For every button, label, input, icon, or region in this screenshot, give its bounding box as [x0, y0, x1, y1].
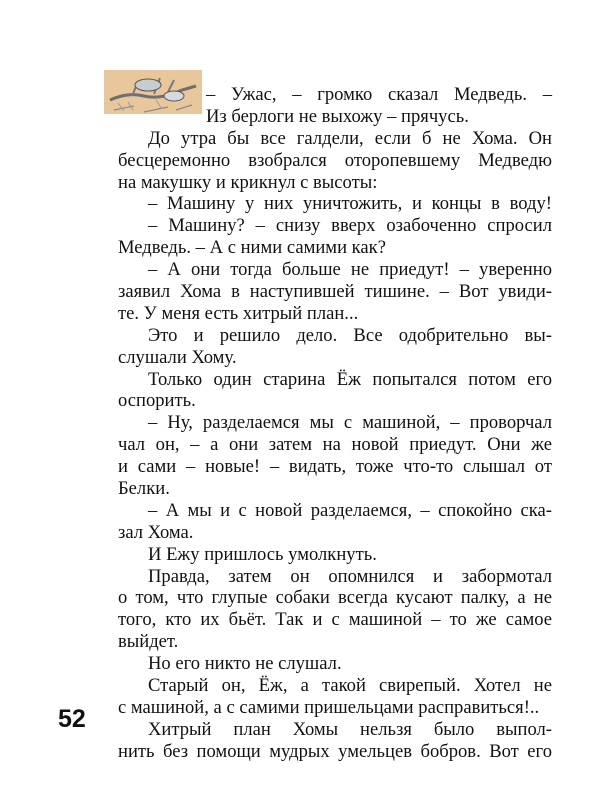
text-line: оспорить.	[118, 390, 196, 412]
text-line: Это и решило дело. Все одобрительно вы-	[148, 324, 552, 346]
story-text	[118, 84, 552, 763]
text-line: – Машину у них уничтожить, и концы в воду!	[148, 193, 552, 215]
text-line: на макушку и крикнул с высоты:	[118, 171, 378, 193]
text-line: – Машину? – снизу вверх озабоченно спросил	[148, 215, 552, 237]
text-line: – А мы и с новой разделаемся, – спокойно ска-	[148, 499, 552, 521]
text-line: чал он, – а они затем на новой приедут. Они же	[118, 434, 552, 456]
text-line: Из берлоги не выхожу – прячусь.	[206, 105, 469, 127]
text-line: слушали Хому.	[118, 346, 237, 368]
text-line: – Ужас, – громко сказал Медведь. –	[206, 84, 552, 105]
text-line: выйдет.	[118, 631, 179, 653]
text-line: Только один старина Ёж попытался потом его	[148, 368, 552, 390]
page-number: 52	[58, 705, 86, 733]
text-line: Старый он, Ёж, а такой свирепый. Хотел не	[148, 675, 552, 697]
text-line: Но его никто не слушал.	[148, 653, 342, 675]
text-line: До утра бы все галдели, если б не Хома. Он	[148, 127, 552, 149]
text-line: Хитрый план Хомы нельзя было выпол-	[148, 718, 552, 740]
text-line: – Ну, разделаемся мы с машиной, – проворчал	[148, 412, 552, 434]
text-line: И Ежу пришлось умолкнуть.	[148, 543, 377, 565]
text-line: бесцеремонно взобрался оторопевшему Медведю	[118, 149, 552, 171]
text-line: те. У меня есть хитрый план...	[118, 302, 359, 324]
text-line: – А они тогда больше не приедут! – уверенно	[148, 259, 552, 281]
text-line: зал Хома.	[118, 521, 194, 543]
text-line: о том, что глупые собаки всегда кусают палку, а не	[118, 587, 552, 609]
text-line: Белки.	[118, 478, 170, 500]
text-line: и сами – новые! – видать, тоже что-то слышал от	[118, 456, 552, 478]
text-line: заявил Хома в наступившей тишине. – Вот увиди-	[118, 281, 552, 303]
text-line: нить без помощи мудрых умельцев бобров. Вот его	[118, 740, 552, 762]
text-line: того, кто их бьёт. Так и с машиной – то же самое	[118, 609, 552, 631]
text-line: Медведь. – А с ними самими как?	[118, 237, 386, 259]
text-line: с машиной, а с самими пришельцами расправиться!..	[118, 696, 540, 718]
text-line: Правда, затем он опомнился и забормотал	[148, 565, 552, 587]
